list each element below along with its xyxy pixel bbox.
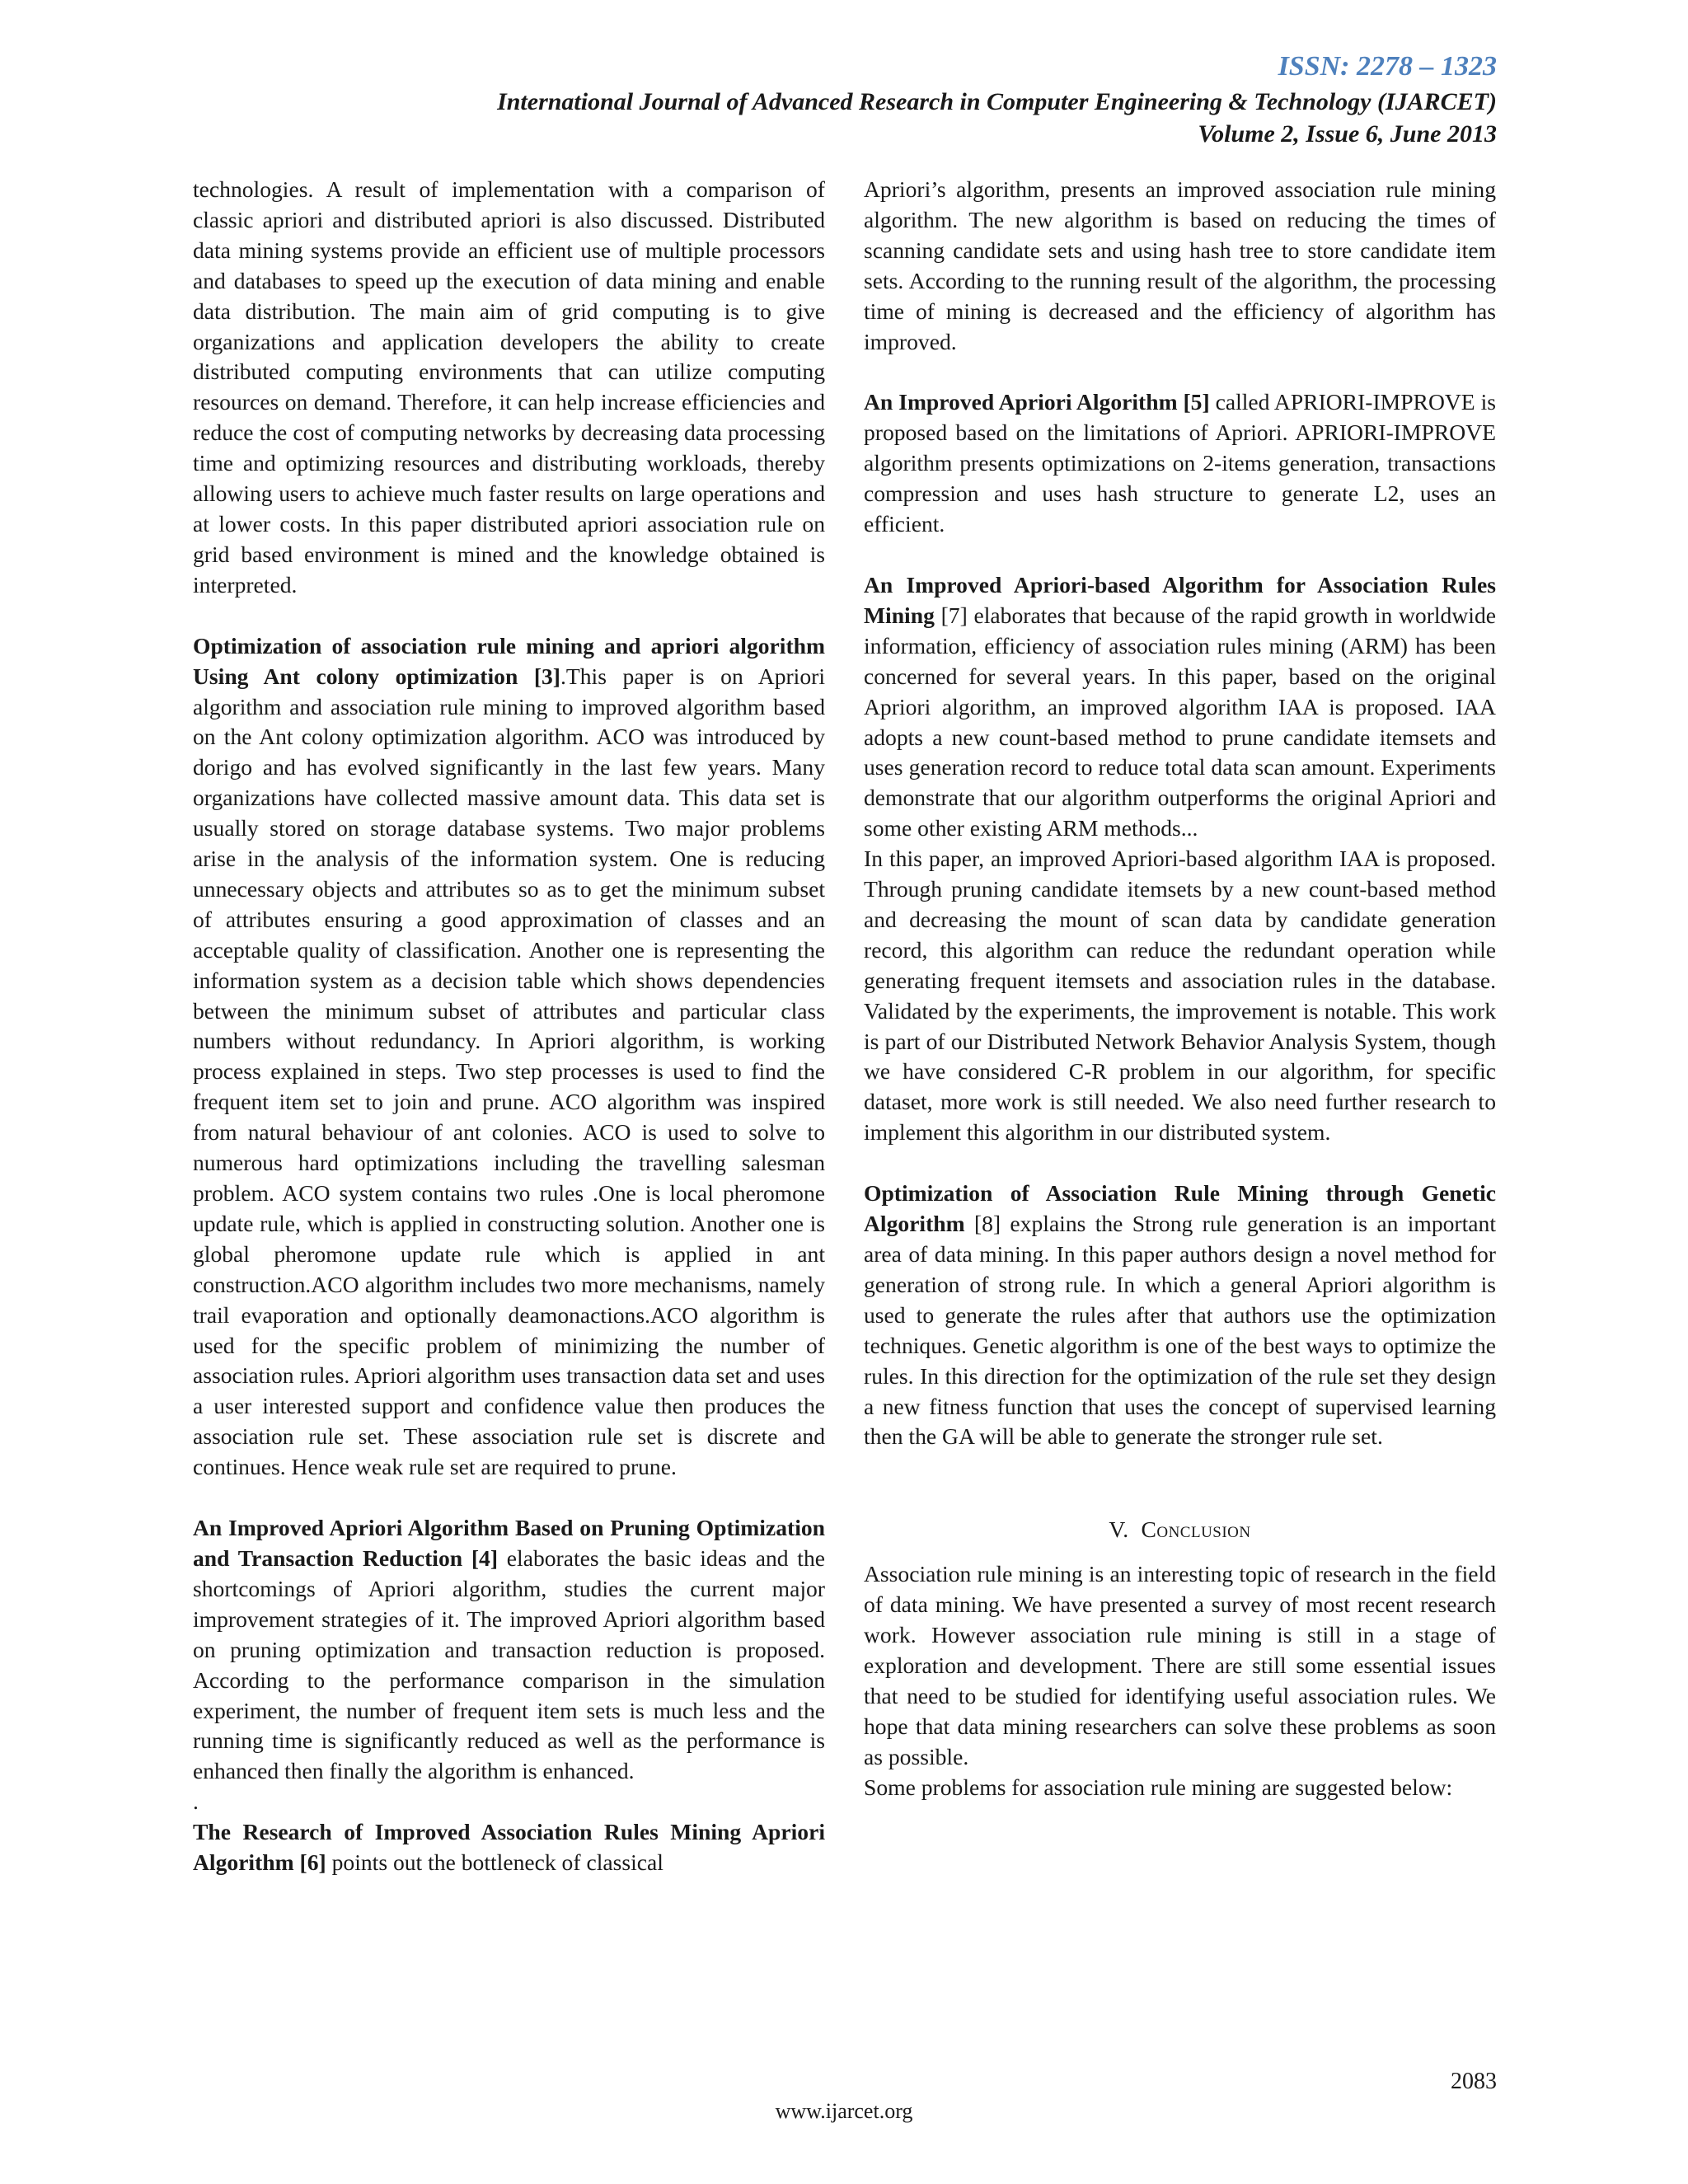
section-number: V. [1109,1516,1129,1543]
left-column [193,175,825,1878]
paragraph: Some problems for association rule mining are suggested below: [864,1774,1453,1800]
paragraph-research [193,1817,825,1878]
paragraph-title: An Improved Apriori-based Algorithm for Association Rules Mining [864,571,1496,628]
paragraph-body: called APRIORI-IMPROVE is proposed based on the limitations of Apriori. APRIORI-IMPROVE algorithm presents optimizations on 2-items generation, transactions compression and uses hash structure to generate L2, uses an efficient. [864,389,1496,537]
paragraph-title: Optimization of association rule mining and apriori algorithm Using Ant colony optimization [3] [193,632,825,689]
right-column [864,175,1496,1803]
paragraph: technologies. A result of implementation with a comparison of classic apriori and distributed apriori is also discussed. Distributed data mining systems provide an efficient use of multiple processors and databases to speed up the execution of data mining and enable data distribution. The main aim of grid computing is to give organizations and application developers the ability to create distributed computing environments that can utilize computing resources on demand. Therefore, it can help increase efficiencies and reduce the cost of computing networks by decreasing data processing time and optimizing resources and distributing workloads, thereby allowing users to achieve much faster results on large operations and at lower costs. In this paper distributed apriori association rule on grid based environment is mined and the knowledge obtained is interpreted. [193,176,825,598]
paragraph-iaa [864,570,1496,844]
paragraph-body: [8] explains the Strong rule generation is an important area of data mining. In this paper authors design a novel method for generation of strong rule. In which a general Apriori algorithm is used to generate the rules after that authors use the optimization techniques. Genetic algorithm is one of the best ways to optimize the rules. In this direction for the optimization of the rule set they design a new fitness function that uses the concept of supervised learning then the GA will be able to generate the stronger rule set. [864,1211,1496,1450]
paragraph-title: Optimization of Association Rule Mining through Genetic Algorithm [864,1180,1496,1237]
paragraph: Apriori’s algorithm, presents an improved association rule mining algorithm. The new algorithm is based on reducing the times of scanning candidate sets and using hash tree to store candidate item sets. According to the running result of the algorithm, the processing time of mining is decreased and the efficiency of algorithm has improved. [864,176,1496,354]
paragraph-apriori-improve [864,387,1496,540]
paragraph-body: .This paper is on Apriori algorithm and association rule mining to improved algorithm based on the Ant colony optimization algorithm. ACO was introduced by dorigo and has evolved significantly in the last few years. Many organizations have collected massive amount data. This data set is usually stored on storage database systems. Two major problems arise in the analysis of the information system. One is reducing unnecessary objects and attributes so as to get the minimum subset of attributes ensuring a good approximation of classes and an acceptable quality of classification. Another one is representing the information system as a decision table which shows dependencies between the minimum subset of attributes and particular class numbers without redundancy. In Apriori algorithm, is working process explained in steps. Two step processes is used to find the frequent item set to join and prune. ACO algorithm was inspired from natural behaviour of ant colonies. ACO is used to solve to numerous hard optimizations including the travelling salesman problem. ACO system contains two rules .One is local pheromone update rule, which is applied in constructing solution. Another one is global pheromone update rule which is applied in ant construction.ACO algorithm includes two more mechanisms, namely trail evaporation and optionally deamonactions.ACO algorithm is used for the specific problem of minimizing the number of association rules. Apriori algorithm uses transaction data set and uses a user interested support and confidence value then produces the association rule set. These association rule set is discrete and continues. Hence weak rule set are required to prune. [193,663,825,1480]
issn-label: ISSN: 2278 – 1323 [1278,51,1497,82]
paragraph: Association rule mining is an interesting topic of research in the field of data mining. We have presented a survey of most recent research work. However association rule mining is still in a stage of exploration and development. There are still some essential issues that need to be studied for identifying useful association rules. We hope that data mining researchers can solve these problems as soon as possible. [864,1561,1496,1769]
paragraph-body: points out the bottleneck of classical [326,1849,663,1876]
journal-title: International Journal of Advanced Research in Computer Engineering & Technology (IJARCET) [497,88,1497,115]
paragraph: In this paper, an improved Apriori-based algorithm IAA is proposed. Through pruning candidate itemsets by a new count-based method and decreasing the mount of scan data by candidate generation record, this algorithm can reduce the redundant operation while generating frequent itemsets and association rules in the database. Validated by the experiments, the improvement is notable. This work is part of our Distributed Network Behavior Analysis System, though we have considered C-R problem in our algorithm, for specific dataset, more work is still needed. We also need further research to implement this algorithm in our distributed system. [864,846,1496,1146]
section-heading [864,1513,1496,1546]
paragraph-genetic [864,1179,1496,1452]
journal-volume: Volume 2, Issue 6, June 2013 [1198,120,1497,148]
page-number: 2083 [1451,2069,1497,2094]
section-title: Conclusion [1141,1516,1251,1543]
paragraph-title: An Improved Apriori Algorithm [5] [864,389,1210,415]
paragraph-body: elaborates the basic ideas and the shortcomings of Apriori algorithm, studies the current major improvement strategies of it. The improved Apriori algorithm based on pruning optimization and transaction reduction is proposed. According to the performance comparison in the simulation experiment, the number of frequent item sets is much less and the running time is significantly reduced as well as the performance is enhanced then finally the algorithm is enhanced. [193,1544,825,1784]
paragraph-title: The Research of Improved Association Rules Mining Apriori Algorithm [6] [193,1819,825,1876]
paragraph-body: [7] elaborates that because of the rapid growth in worldwide information, efficiency of association rules mining (ARM) has been concerned for several years. In this paper, based on the original Apriori algorithm, an improved algorithm IAA is proposed. IAA adopts a new count-based method to prune candidate itemsets and uses generation record to reduce total data scan amount. Experiments demonstrate that our algorithm outperforms the original Apriori and some other existing ARM methods... [864,602,1496,841]
page-header [497,48,1497,150]
paragraph-aco [193,631,825,1483]
paragraph-pruning [193,1513,825,1787]
footer-url: www.ijarcet.org [775,2099,913,2123]
stray-dot: . [193,1788,199,1815]
paragraph-title: An Improved Apriori Algorithm Based on Pruning Optimization and Transaction Reduction [4] [193,1515,825,1571]
